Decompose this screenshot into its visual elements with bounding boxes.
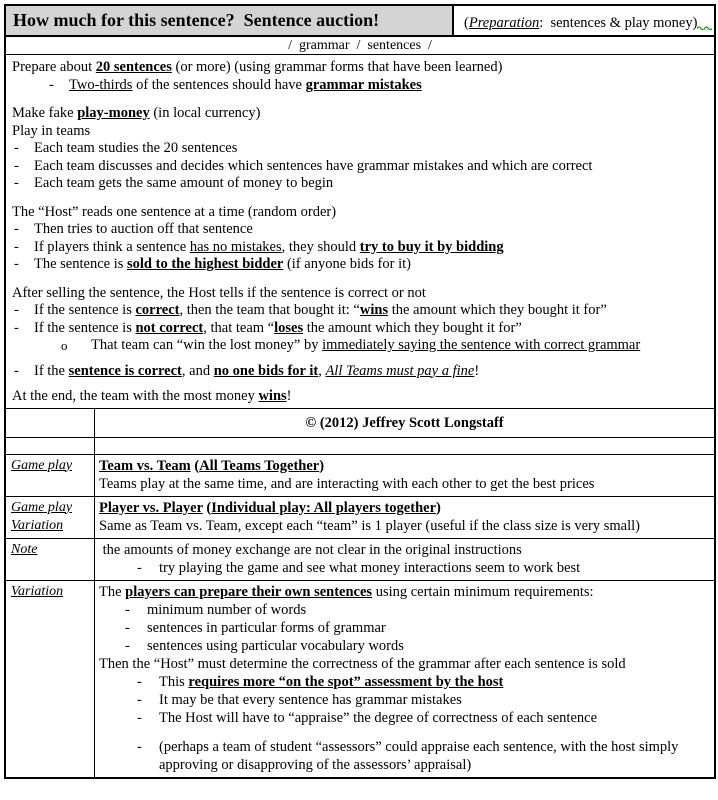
text-segment: ! [286, 388, 292, 404]
row-label-line [11, 517, 93, 535]
main-instructions [6, 55, 714, 409]
text-segment: This [159, 673, 189, 690]
bullet-item [99, 673, 710, 691]
text-segment: (if anyone bids for it) [283, 256, 411, 272]
row-label-cell [6, 455, 95, 496]
blank-line [6, 193, 710, 204]
text-segment: If the [34, 362, 69, 379]
line-text [99, 475, 594, 493]
bullet-item [99, 601, 710, 619]
line-text [34, 239, 504, 257]
bullet-item [99, 559, 710, 577]
line-text [34, 158, 592, 176]
row-content-cell [95, 539, 714, 580]
blank-line [99, 727, 710, 738]
spellcheck-squiggle-icon [697, 25, 712, 30]
row-label-cell [6, 497, 95, 538]
text-segment: ( [190, 457, 200, 474]
line-text [99, 655, 626, 673]
text-segment: The Host will have to “appraise” the degree of correctness of each sentence [159, 709, 598, 726]
info-row-spacer [6, 438, 714, 455]
text-segment: Two-thirds [69, 76, 133, 93]
text-segment: Each team studies the 20 sentences [34, 140, 238, 156]
line-text [159, 691, 462, 709]
text-segment: Game play [11, 499, 73, 515]
text-line [99, 475, 710, 493]
bullet-marker: - [14, 221, 19, 237]
bullet-item [6, 363, 710, 381]
text-line [99, 414, 710, 432]
row-content-cell [95, 581, 714, 777]
text-segment: At the end, the team with the most money [12, 388, 259, 404]
row-content-cell [95, 409, 714, 437]
text-segment: requires more “on the spot” assessment by the host [188, 673, 504, 690]
bullet-item [6, 175, 710, 193]
bullet-item [6, 256, 710, 274]
line-text [69, 77, 422, 95]
preparation-text [464, 15, 697, 32]
bullet-marker: - [137, 738, 142, 755]
text-line [99, 541, 710, 559]
bullet-marker: - [137, 691, 142, 708]
bullet-marker: - [14, 140, 19, 156]
document-table [4, 4, 716, 779]
text-segment: The sentence is [34, 256, 128, 272]
text-segment: It may be that every sentence has grammar mistakes [159, 691, 462, 708]
line-text [12, 388, 292, 406]
text-segment: That team can “win the lost money” by [91, 337, 323, 353]
text-segment: After selling the sentence, the Host tells if the sentence is correct or not [12, 284, 426, 301]
text-segment: minimum number of words [147, 601, 307, 618]
text-segment: , they should [281, 238, 360, 255]
line-text [34, 140, 237, 158]
bullet-item [6, 221, 710, 239]
bullet-item [99, 709, 710, 727]
bullet-item [6, 337, 710, 355]
row-label-cell [6, 539, 95, 580]
line-text [12, 105, 260, 123]
line-text [34, 320, 522, 338]
text-segment: of the sentences should have [132, 76, 306, 93]
text-segment: Make fake [12, 105, 78, 121]
text-segment: If players think a sentence [34, 238, 190, 255]
bullet-marker: - [14, 319, 19, 336]
bullet-item [6, 140, 710, 158]
bullet-item [6, 239, 710, 257]
text-segment: has no mistakes [189, 238, 282, 255]
bullet-marker: - [14, 238, 19, 255]
row-label-line [11, 457, 93, 475]
text-segment: the amount which they bought it for” [388, 302, 607, 318]
text-segment: using certain minimum requirements: [372, 583, 594, 600]
text-line [99, 457, 710, 475]
text-segment: sentences using particular vocabulary words [147, 637, 404, 654]
line-text [305, 414, 503, 432]
text-segment: , that team “ [203, 319, 275, 336]
text-segment: no one bids for it [213, 362, 319, 379]
text-segment: (perhaps a team of student “assessors” could appraise each sentence, with the host simply approving or disapproving of the assessors’ appraisal) [159, 738, 683, 773]
text-segment: loses [274, 319, 304, 336]
text-segment: not correct [135, 319, 204, 336]
row-content-cell [95, 497, 714, 538]
text-segment: the amount which they bought it for” [303, 319, 522, 336]
page-title: How much for this sentence? Sentence auction! [6, 6, 452, 35]
text-segment: the amounts of money exchange are not clear in the original instructions [99, 541, 522, 558]
line-text [99, 517, 640, 535]
bullet-marker: - [125, 601, 130, 618]
text-segment: ! [474, 362, 480, 379]
bullet-marker: - [14, 302, 19, 318]
text-segment: The “Host” reads one sentence at a time (random order) [12, 203, 337, 220]
text-segment: Same as Team vs. Team, except each “team” is 1 player (useful if the class size is very small) [99, 517, 640, 534]
line-text [159, 738, 710, 774]
bullet-item [99, 637, 710, 655]
row-content-cell [95, 455, 714, 496]
text-line [99, 499, 710, 517]
row-label-cell [6, 581, 95, 777]
line-text [34, 302, 607, 320]
blank-line [6, 274, 710, 285]
bullet-marker: o [61, 338, 68, 353]
text-line [6, 123, 710, 141]
text-segment: , and [181, 362, 214, 379]
line-text [147, 601, 306, 619]
line-text [99, 499, 441, 517]
bullet-item [6, 302, 710, 320]
text-segment: ( [464, 15, 469, 31]
blank-line [6, 94, 710, 105]
preparation-note [452, 6, 714, 35]
text-segment: sentences in particular forms of grammar [147, 619, 386, 636]
bullet-item [6, 77, 710, 95]
row-label-line [11, 541, 93, 559]
text-line [99, 655, 710, 673]
text-segment: : sentences & play money) [539, 15, 698, 31]
text-segment: Variation [11, 583, 64, 599]
line-text [99, 541, 522, 559]
text-segment: Game play [11, 457, 73, 473]
line-text [34, 256, 411, 274]
bullet-marker: - [14, 175, 19, 191]
bullet-item [6, 158, 710, 176]
text-segment: All Teams must pay a fine [325, 362, 475, 379]
text-segment: Teams play at the same time, and are interacting with each other to get the best prices [99, 475, 595, 492]
line-text [99, 583, 594, 601]
blank-line [6, 380, 710, 388]
row-label-cell [6, 409, 95, 437]
bullet-marker: - [14, 256, 19, 272]
text-segment: Variation [11, 517, 64, 533]
line-text [159, 709, 597, 727]
info-row-normal [6, 581, 714, 777]
text-segment: 20 sentences [95, 59, 172, 75]
text-segment: Each team discusses and decides which sentences have grammar mistakes and which are correct [34, 157, 593, 174]
line-text [12, 285, 426, 303]
row-content-cell [95, 438, 714, 454]
bullet-marker: - [137, 673, 142, 690]
text-segment: ) [319, 457, 325, 474]
text-segment: try playing the game and see what money interactions seem to work best [159, 559, 581, 576]
text-segment: Each team gets the same amount of money to begin [34, 175, 334, 191]
text-segment: wins [258, 388, 287, 404]
text-segment: The [99, 583, 126, 600]
bullet-item [99, 619, 710, 637]
text-segment: If the sentence is [34, 302, 136, 318]
text-segment: Then tries to auction off that sentence [34, 221, 253, 237]
bullet-marker: - [137, 559, 142, 576]
text-line [6, 105, 710, 123]
text-line [99, 583, 710, 601]
text-segment: (or more) (using grammar forms that have been learned) [171, 59, 503, 75]
row-label-cell [6, 438, 95, 454]
line-text [147, 619, 386, 637]
text-segment: Team vs. Team [99, 457, 191, 474]
text-line [6, 204, 710, 222]
bullet-marker: - [14, 157, 19, 174]
line-text [34, 221, 253, 239]
bullet-marker: - [137, 709, 142, 726]
bullet-item [6, 320, 710, 338]
text-line [6, 388, 710, 406]
bullet-marker: - [125, 619, 130, 636]
line-text [34, 175, 333, 193]
line-text [12, 59, 502, 77]
line-text [12, 204, 336, 222]
text-segment: Play in teams [12, 122, 91, 139]
text-segment: immediately saying the sentence with correct grammar [322, 337, 641, 353]
line-text [159, 673, 503, 691]
text-segment: If the sentence is [34, 319, 136, 336]
line-text [34, 363, 479, 381]
line-text [91, 337, 640, 355]
line-text [99, 457, 324, 475]
text-line [6, 59, 710, 77]
text-segment: © (2012) Jeffrey Scott Longstaff [305, 414, 504, 431]
row-label-line [11, 499, 93, 517]
text-segment: All Teams Together [199, 457, 320, 474]
text-segment: (in local currency) [149, 105, 261, 121]
text-segment: sentence is correct [68, 362, 182, 379]
bullet-marker: - [49, 76, 54, 93]
info-row-copyright [6, 409, 714, 438]
text-segment: , [318, 362, 326, 379]
text-segment: , then the team that bought it: “ [179, 302, 360, 318]
text-line [6, 285, 710, 303]
title-bar [6, 6, 714, 37]
bullet-item [99, 738, 710, 774]
info-row-normal [6, 539, 714, 581]
blank-line [6, 355, 710, 363]
text-segment: correct [135, 302, 180, 318]
text-segment: Preparation [468, 15, 540, 31]
text-segment: grammar mistakes [305, 76, 422, 93]
line-text [12, 123, 90, 141]
text-segment: ) [436, 499, 441, 516]
text-segment: Player vs. Player [99, 499, 203, 516]
grammar-sentences-path: / grammar / sentences / [6, 37, 714, 55]
text-segment: Then the “Host” must determine the correctness of the grammar after each sentence is sold [99, 655, 626, 672]
text-segment: Prepare about [12, 59, 96, 75]
text-segment: players can prepare their own sentences [125, 583, 373, 600]
bullet-marker: - [125, 637, 130, 654]
bullet-item [99, 691, 710, 709]
text-segment: Individual play: All players together [211, 499, 437, 516]
info-row-normal [6, 455, 714, 497]
text-segment: wins [359, 302, 389, 318]
bullet-marker: - [14, 362, 19, 379]
text-line [99, 517, 710, 535]
line-text [159, 559, 580, 577]
text-segment: try to buy it by bidding [359, 238, 504, 255]
text-segment: ( [202, 499, 212, 516]
info-table [6, 409, 714, 777]
line-text [147, 637, 404, 655]
row-label-line [11, 583, 93, 601]
text-segment: Note [11, 541, 38, 557]
text-segment: play-money [77, 105, 150, 121]
info-row-normal [6, 497, 714, 539]
text-segment: sold to the highest bidder [127, 256, 284, 272]
